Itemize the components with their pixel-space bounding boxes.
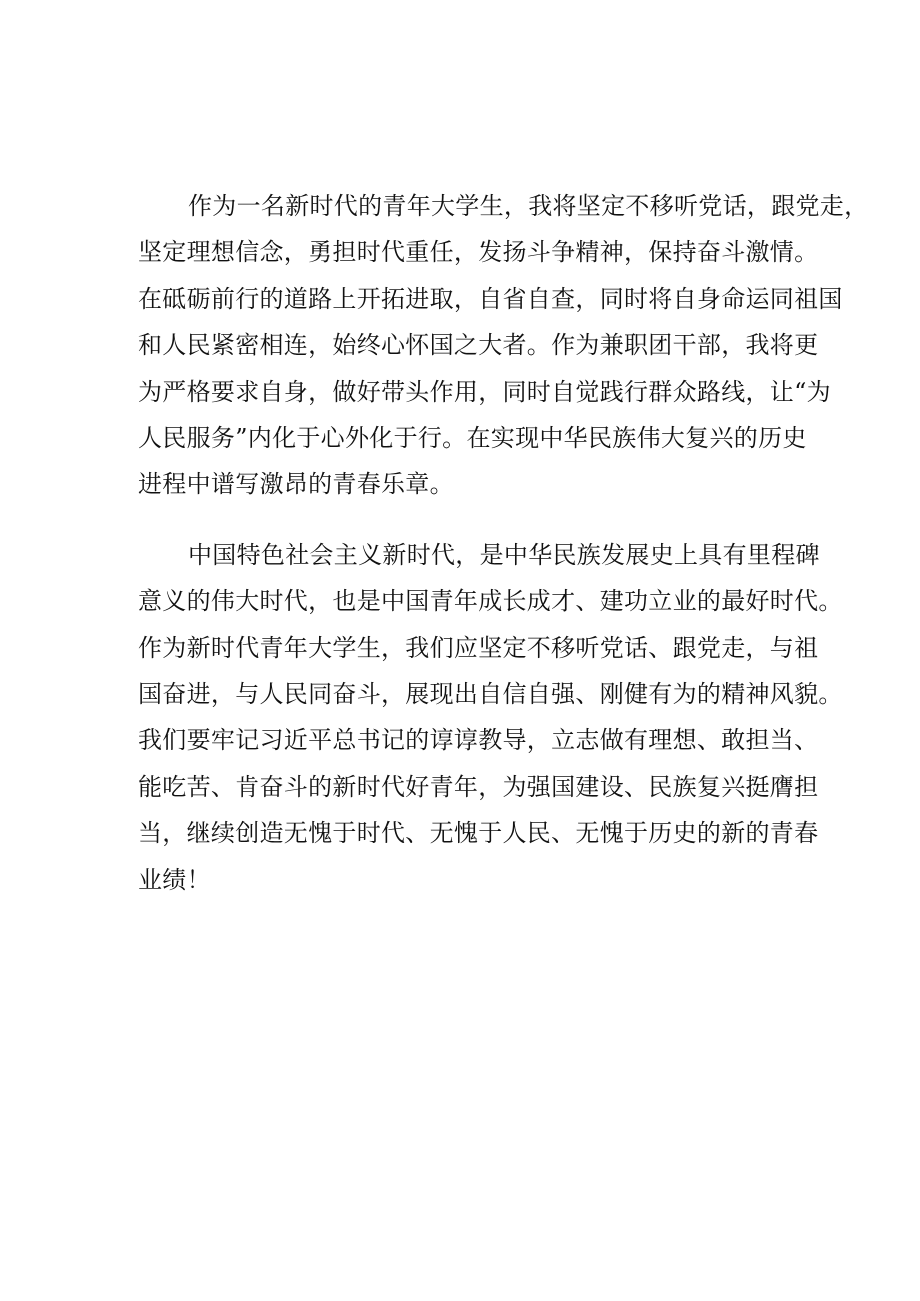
paragraph-line: 中国特色社会主义新时代，是中华民族发展史上具有里程碑: [188, 540, 820, 569]
paragraph-line: 作为新时代青年大学生，我们应坚定不移听党话、跟党走，与祖: [138, 633, 819, 662]
paragraph-line: 当，继续创造无愧于时代、无愧于人民、无愧于历史的新的青春: [138, 819, 819, 848]
paragraph-line: 进程中谱写激昂的青春乐章。: [138, 470, 454, 499]
document-body: [138, 183, 869, 903]
paragraph-line: 国奋进，与人民同奋斗，展现出自信自强、刚健有为的精神风貌。: [138, 680, 843, 709]
paragraph-line: 和人民紧密相连，始终心怀国之大者。作为兼职团干部，我将更: [138, 331, 819, 360]
paragraph-line: 我们要牢记习近平总书记的谆谆教导，立志做有理想、敢担当、: [138, 726, 819, 755]
paragraph-line: 意义的伟大时代，也是中国青年成长成才、建功立业的最好时代。: [138, 587, 843, 616]
paragraph-1: [138, 183, 869, 508]
paragraph-2: [138, 532, 843, 903]
paragraph-line: 人民服务”内化于心外化于行。在实现中华民族伟大复兴的历史: [138, 424, 807, 453]
paragraph-line: 作为一名新时代的青年大学生，我将坚定不移听党话，跟党走，: [188, 192, 869, 220]
paragraph-line: 能吃苦、肯奋斗的新时代好青年，为强国建设、民族复兴挺膺担: [138, 772, 819, 801]
paragraph-line: 坚定理想信念，勇担时代重任，发扬斗争精神，保持奋斗激情。: [138, 238, 819, 267]
paragraph-line: 业绩！: [138, 865, 211, 894]
paragraph-line: 为严格要求自身，做好带头作用，同时自觉践行群众路线，让“为: [138, 377, 831, 406]
paragraph-line: 在砥砺前行的道路上开拓进取，自省自查，同时将自身命运同祖国: [138, 284, 843, 313]
